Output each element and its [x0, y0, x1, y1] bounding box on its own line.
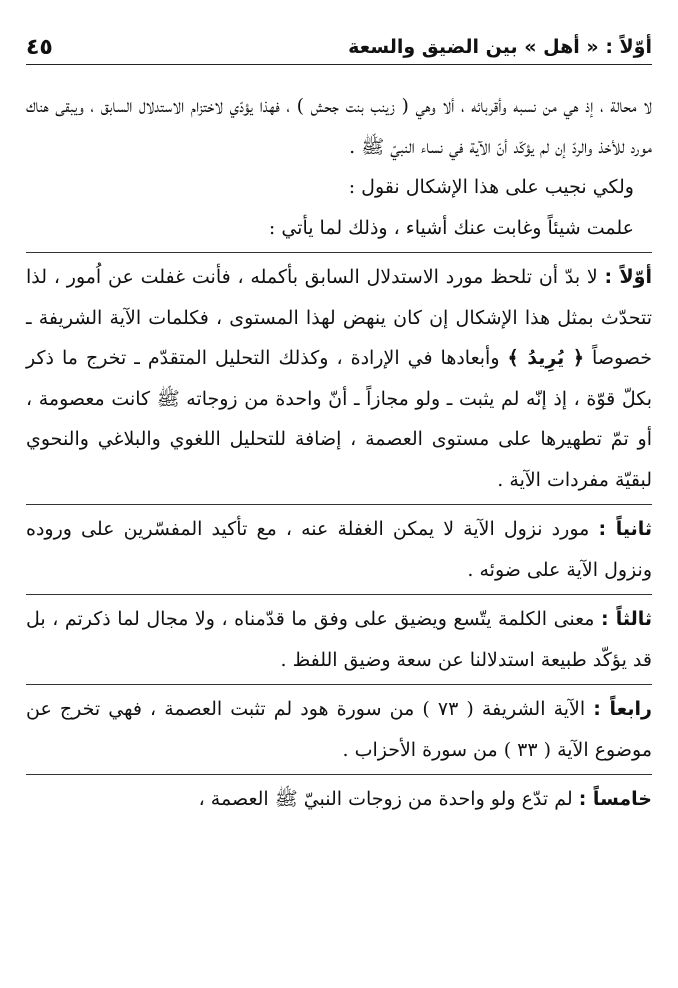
first-point-text-before: لا بدّ أن تلحظ مورد الاستدلال السابق بأكمله ، فأنت غفلت عن اُمور ، لذا تتحدّث بمثل هذا الإشكال إن كان ينهض لهذا المستوى ، فكلمات الآية الشريفة ـ خصوصاً: [26, 266, 652, 369]
quran-word: ﴿ يُرِيدُ ﴾: [507, 347, 585, 369]
first-point: [26, 252, 652, 500]
you-knew-paragraph: علمت شيئاً وغابت عنك أشياء ، وذلك لما يأتي :: [268, 216, 634, 239]
first-point-text-after: وأبعادها في الإرادة ، وكذلك التحليل المتقدّم ـ تخرج ما ذكر بكلّ قوّة ، إذ إنّه لم يثبت ـ ولو مجازاً ـ أنّ واحدة من زوجاته ﷺ كانت معصومة ، أو تمّ تطهيرها على مستوى العصمة ، إضافة للتحليل اللغوي والبلاغي والنحوي لبقيّة مفردات الآية .: [26, 347, 652, 491]
running-title: أوّلاً : « أهل » بين الضيق والسعة: [348, 36, 652, 58]
fourth-point-text: الآية الشريفة ( ٧٣ ) من سورة هود لم تثبت العصمة ، فهي تخرج عن موضوع الآية ( ٣٣ ) من سورة الأحزاب .: [26, 698, 652, 761]
third-point-text: معنى الكلمة يتّسع ويضيق على وفق ما قدّمناه ، ولا مجال لما ذكرتم ، بل قد يؤكّد طبيعة استدلالنا عن سعة وضيق اللفظ .: [26, 608, 652, 671]
intro-paragraph: لا محالة ، إذ هي من نسبه وأقربائه ، ألا وهي ( زينب بنت جحش ) ، فهذا يؤدّي لاختزام الاستدلال السابق ، ويبقى هناك مورد للأخذ والردّ إن لم يؤكّد أنّ الآية في نساء النبيّ ﷺ .: [26, 95, 652, 158]
third-point-lead: ثالثاً :: [601, 608, 652, 630]
page-number: ٤٥: [26, 34, 53, 60]
fourth-point-lead: رابعاً :: [593, 698, 652, 720]
page-body: [26, 86, 652, 820]
third-point: [26, 594, 652, 680]
answer-intro-paragraph: ولكي نجيب على هذا الإشكال نقول :: [348, 176, 634, 198]
second-point-text: مورد نزول الآية لا يمكن الغفلة عنه ، مع تأكيد المفسّرين على وروده ونزول الآية على ضوئه .: [26, 518, 652, 581]
second-point: [26, 504, 652, 590]
page-header: [26, 30, 652, 65]
fifth-point-lead: خامساً :: [578, 788, 652, 810]
fourth-point: [26, 684, 652, 770]
fifth-point: [26, 774, 652, 820]
fifth-point-text: لم تدّع ولو واحدة من زوجات النبيّ ﷺ العصمة ،: [198, 788, 573, 810]
second-point-lead: ثانياً :: [598, 518, 653, 540]
first-point-lead: أوّلاً :: [604, 266, 652, 288]
